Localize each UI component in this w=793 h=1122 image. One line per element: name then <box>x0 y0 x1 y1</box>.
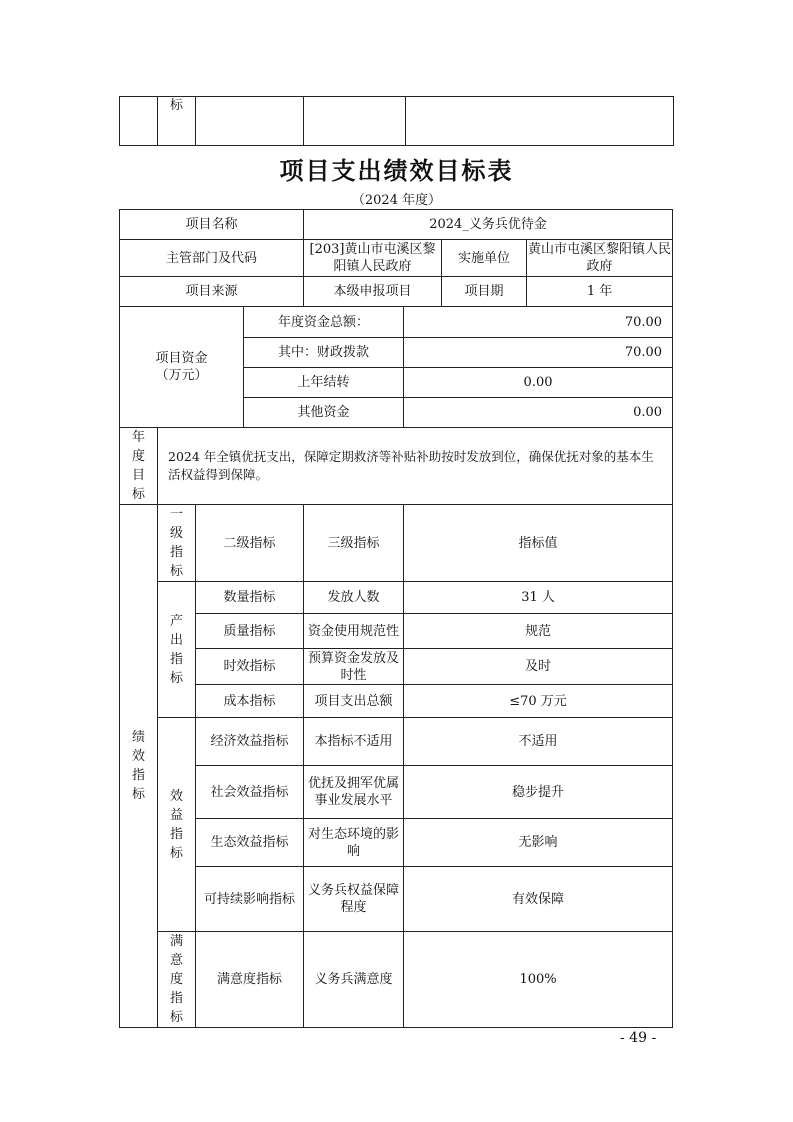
indicator-level2: 数量指标 <box>196 582 304 614</box>
section-label-char: 绩 <box>131 730 145 745</box>
year-subtitle: （2024 年度） <box>351 193 442 208</box>
annual-goal-text: 2024 年全镇优抚支出，保障定期救济等补贴补助按时发放到位，确保优抚对象的基本生活权益得到保障。 <box>158 428 673 505</box>
fragment-cell <box>196 97 304 146</box>
satisfaction-label-char: 度 <box>169 972 183 987</box>
indicator-level3: 优抚及拥军优属事业发展水平 <box>304 766 404 819</box>
output-label-char: 标 <box>169 670 183 686</box>
indicator-level2: 时效指标 <box>196 649 304 685</box>
indicator-level3: 预算资金发放及时性 <box>304 649 404 685</box>
satisfaction-indicator-label <box>158 932 196 1028</box>
indicator-level2: 生态效益指标 <box>196 819 304 867</box>
fragment-cell <box>120 97 158 146</box>
funds-label-line1: 项目资金 <box>155 351 208 366</box>
impl-label: 实施单位 <box>442 240 527 277</box>
satisfaction-label-char: 标 <box>169 1010 183 1025</box>
annual-goal-label-char: 年 <box>131 430 145 445</box>
funds-fiscal-value: 70.00 <box>404 338 673 368</box>
section-label-char: 指 <box>131 768 145 783</box>
indicator-value: 稳步提升 <box>404 766 673 819</box>
annual-goal-label-char: 标 <box>131 487 145 502</box>
performance-goal-table <box>119 209 673 1028</box>
fragment-label: 标 <box>158 97 196 146</box>
effect-label-char: 效 <box>169 788 183 804</box>
dept-value: [203]黄山市屯溪区黎阳镇人民政府 <box>304 240 442 277</box>
indicator-level2: 经济效益指标 <box>196 718 304 766</box>
indicator-value: 31 人 <box>404 582 673 614</box>
project-name-value: 2024_义务兵优待金 <box>304 210 673 240</box>
output-label-char: 产 <box>169 613 183 629</box>
indicators-section-label <box>120 505 158 1028</box>
indicator-value: 100% <box>404 932 673 1028</box>
indicator-level3: 本指标不适用 <box>304 718 404 766</box>
period-value: 1 年 <box>527 277 673 307</box>
effect-label-char: 标 <box>169 845 183 861</box>
indicator-value: 规范 <box>404 614 673 649</box>
source-label: 项目来源 <box>120 277 304 307</box>
effect-label-char: 指 <box>169 826 183 842</box>
indicator-value: ≤70 万元 <box>404 685 673 718</box>
header-value: 指标值 <box>404 505 673 582</box>
funds-other-value: 0.00 <box>404 398 673 428</box>
section-label-char: 标 <box>131 787 145 802</box>
satisfaction-label-char: 意 <box>169 953 183 968</box>
indicator-value: 有效保障 <box>404 867 673 932</box>
satisfaction-label-char: 满 <box>169 934 183 949</box>
annual-goal-label-char: 度 <box>131 449 145 464</box>
indicator-value: 及时 <box>404 649 673 685</box>
header-level1-char: 指 <box>169 545 183 560</box>
source-value: 本级申报项目 <box>304 277 442 307</box>
indicator-value: 不适用 <box>404 718 673 766</box>
indicator-level2: 满意度指标 <box>196 932 304 1028</box>
funds-carryover-value: 0.00 <box>404 368 673 398</box>
satisfaction-label-char: 指 <box>169 991 183 1006</box>
dept-label: 主管部门及代码 <box>120 240 304 277</box>
indicator-level2: 成本指标 <box>196 685 304 718</box>
header-level1-char: 级 <box>169 526 183 541</box>
indicator-level2: 质量指标 <box>196 614 304 649</box>
annual-goal-label <box>120 428 158 505</box>
impl-value: 黄山市屯溪区黎阳镇人民政府 <box>527 240 673 277</box>
effect-indicator-label <box>158 718 196 932</box>
indicator-level3: 对生态环境的影响 <box>304 819 404 867</box>
section-label-char: 效 <box>131 749 145 764</box>
header-level3: 三级指标 <box>304 505 404 582</box>
indicator-level2: 社会效益指标 <box>196 766 304 819</box>
funds-fiscal-label: 其中：财政拨款 <box>244 338 404 368</box>
funds-total-value: 70.00 <box>404 307 673 338</box>
header-level1 <box>158 505 196 582</box>
page-title: 项目支出绩效目标表 <box>279 157 514 185</box>
indicator-level3: 发放人数 <box>304 582 404 614</box>
indicator-level2: 可持续影响指标 <box>196 867 304 932</box>
indicator-level3: 资金使用规范性 <box>304 614 404 649</box>
funds-total-label: 年度资金总额： <box>244 307 404 338</box>
output-label-char: 出 <box>169 632 183 648</box>
funds-label-line2: （万元） <box>155 368 208 383</box>
funds-label <box>120 307 244 428</box>
indicator-value: 无影响 <box>404 819 673 867</box>
fragment-cell <box>406 97 674 146</box>
output-label-char: 指 <box>169 651 183 667</box>
header-level1-char: 标 <box>169 564 183 579</box>
output-indicator-label <box>158 582 196 718</box>
indicator-level3: 项目支出总额 <box>304 685 404 718</box>
annual-goal-label-char: 目 <box>131 468 145 483</box>
indicator-level3: 义务兵满意度 <box>304 932 404 1028</box>
indicator-level3: 义务兵权益保障程度 <box>304 867 404 932</box>
period-label: 项目期 <box>442 277 527 307</box>
page-number: - 49 - <box>620 1030 657 1046</box>
effect-label-char: 益 <box>169 807 183 823</box>
project-name-label: 项目名称 <box>120 210 304 240</box>
fragment-cell <box>304 97 406 146</box>
funds-carryover-label: 上年结转 <box>244 368 404 398</box>
previous-table-fragment <box>119 96 674 146</box>
funds-other-label: 其他资金 <box>244 398 404 428</box>
header-level1-char: 一 <box>169 507 183 522</box>
header-level2: 二级指标 <box>196 505 304 582</box>
